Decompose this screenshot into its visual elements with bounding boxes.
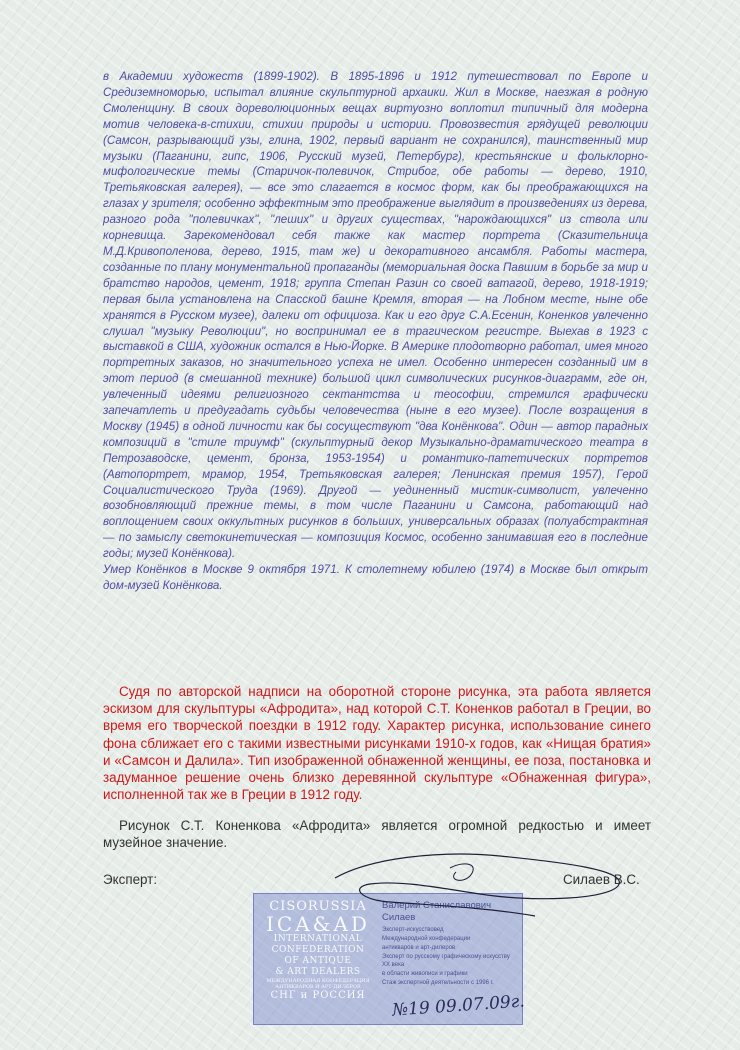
stamp-line: CONFEDERATION bbox=[271, 945, 365, 955]
stamp-line: СНГ и РОССИЯ bbox=[270, 990, 366, 1001]
expert-conclusion: Рисунок С.Т. Коненкова «Афродита» является огромной редкостью и имеет музейное значение. bbox=[103, 818, 651, 851]
expert-label: Эксперт: bbox=[103, 872, 158, 887]
stamp-holder-surname: Силаев bbox=[382, 912, 416, 923]
stamp-line: МЕЖДУНАРОДНАЯ КОНФЕДЕРАЦИЯ АНТИКВАРОВ И АРТ-ДИЛЕРОВ bbox=[266, 978, 370, 990]
handwritten-date-number: №19 09.07.09г. bbox=[391, 991, 526, 1021]
stamp-line: CISORUSSIA bbox=[269, 899, 367, 914]
biography-paragraph: Умер Конёнков в Москве 9 октября 1971. К столетнему юбилею (1974) в Москве был открыт дом-музей Конёнкова. bbox=[103, 563, 648, 592]
stamp-holder-name: Валерий Станиславович bbox=[382, 900, 492, 911]
stamp-line: Стаж экспертной деятельности с 1996 г. bbox=[382, 980, 494, 986]
stamp-line: INTERNATIONAL bbox=[273, 934, 363, 944]
expert-opinion-paragraph: Судя по авторской надписи на оборотной стороне рисунка, эта работа является эскизом для скульптуры «Афродита», над которой С.Т. Коненков работал в Греции, во время его творческой поездки в 1912 году. Характер рисунка, использование синего фона сближает его с такими известными рисунками 1910-х годов, как «Нищая братия» и «Самсон и Далила». Тип изображенной обнаженной женщины, ее поза, постановка и задуманное решение очень близко деревянной скульптуре «Обнаженная фигура», исполненной так же в Греции в 1912 году. bbox=[103, 684, 651, 803]
biography-paragraph: в Академии художеств (1899-1902). В 1895-1896 и 1912 путешествовал по Европе и Средиземноморью, испытал влияние скульптурной архаики. Жил в Москве, наезжая в родную Смоленщину. В своих дореволюционных вещах виртуозно воплотил типичный для модерна мотив человека-в-стихии, стихии природы и истории. Провозвестия грядущей революции (Самсон, разрывающий узы, глина, 1902, первый вариант не сохранился), таинственный мир музыки (Паганини, гипс, 1906, Русский музей, Петербург), крестьянские и фольклорно-мифологические темы (Старичок-полевичок, Стрибог, обе работы — дерево, 1910, Третьяковская галерея), — все это слагается в космос форм, как бы преображающихся на глазах у зрителя; особенно эффектным это преображение выглядит в произведениях из дерева, разного рода "полевичках", "леших" и других существах, "нарождающихся" из ствола или корневища. Зарекомендовал себя также как мастер портрета (Сказительница М.Д.Кривополенова, дерево, 1915, там же) и декоративного ансамбля. Работы мастера, созданные по плану монументальной пропаганды (мемориальная доска Павшим в борьбе за мир и братство народов, цемент, 1918; группа Степан Разин со своей ватагой, дерево, 1918-1919; первая была установлена на Спасской башне Кремля, вторая — на Лобном месте, ныне обе хранятся в Русском музее), далеки от официоза. Как и его друг С.А.Есенин, Коненков увлеченно слушал "музыку Революции", но воспринимал ее в трагическом регистре. Выехав в 1923 с выставкой в США, художник остался в Нью-Йорке. В Америке плодотворно работал, имея много портретных заказов, но значительного успеха не имел. Особенно интересен созданный им в этот период (в смешанной технике) большой цикл символических рисунков-диаграмм, где он, увлеченный идеями религиозного сектантства и теософии, стремился графически запечатлеть и предугадать судьбы человечества (ныне в его музее). После возращения в Москву (1945) в одной личности как бы сосуществуют "два Конёнкова". Один — автор парадных композиций в "стиле триумф" (скульптурный декор Музыкально-драматического театра в Петрозаводске, цемент, бронза, 1953-1954) и романтико-патетических портретов (Автопортрет, мрамор, 1954, Третьяковская галерея; Ленинская премия 1957), Герой Социалистического Труда (1969). Другой — уединенный мистик-символист, увлеченно возобновляющий прежние темы, в том числе Паганини и Самсона, работающий над воплощением своих оккультных рисунков в больших, универсальных образах (полуабстрактная — по замыслу светокинетическая — композиция Космос, особенно занимавшая его в последние годы; музей Конёнкова). bbox=[103, 70, 648, 561]
stamp-line: антикваров и арт-дилеров bbox=[382, 945, 456, 951]
stamp-line: & ART DEALERS bbox=[275, 967, 361, 977]
stamp-line: в области живописи и графики bbox=[382, 971, 468, 977]
stamp-line: Международной конфедерации bbox=[382, 936, 471, 942]
stamp-line: ICA&AD bbox=[266, 912, 370, 936]
handwritten-signature bbox=[330, 850, 640, 925]
stamp-line: OF ANTIQUE bbox=[284, 956, 352, 966]
expert-opinion bbox=[103, 683, 651, 803]
stamp-line: Эксперт по русскому графическому искусству XX века bbox=[382, 954, 510, 968]
biography-text bbox=[103, 69, 648, 594]
expert-name: Силаев В.С. bbox=[563, 872, 640, 887]
stamp-line: Эксперт-искусствовед bbox=[382, 927, 444, 933]
